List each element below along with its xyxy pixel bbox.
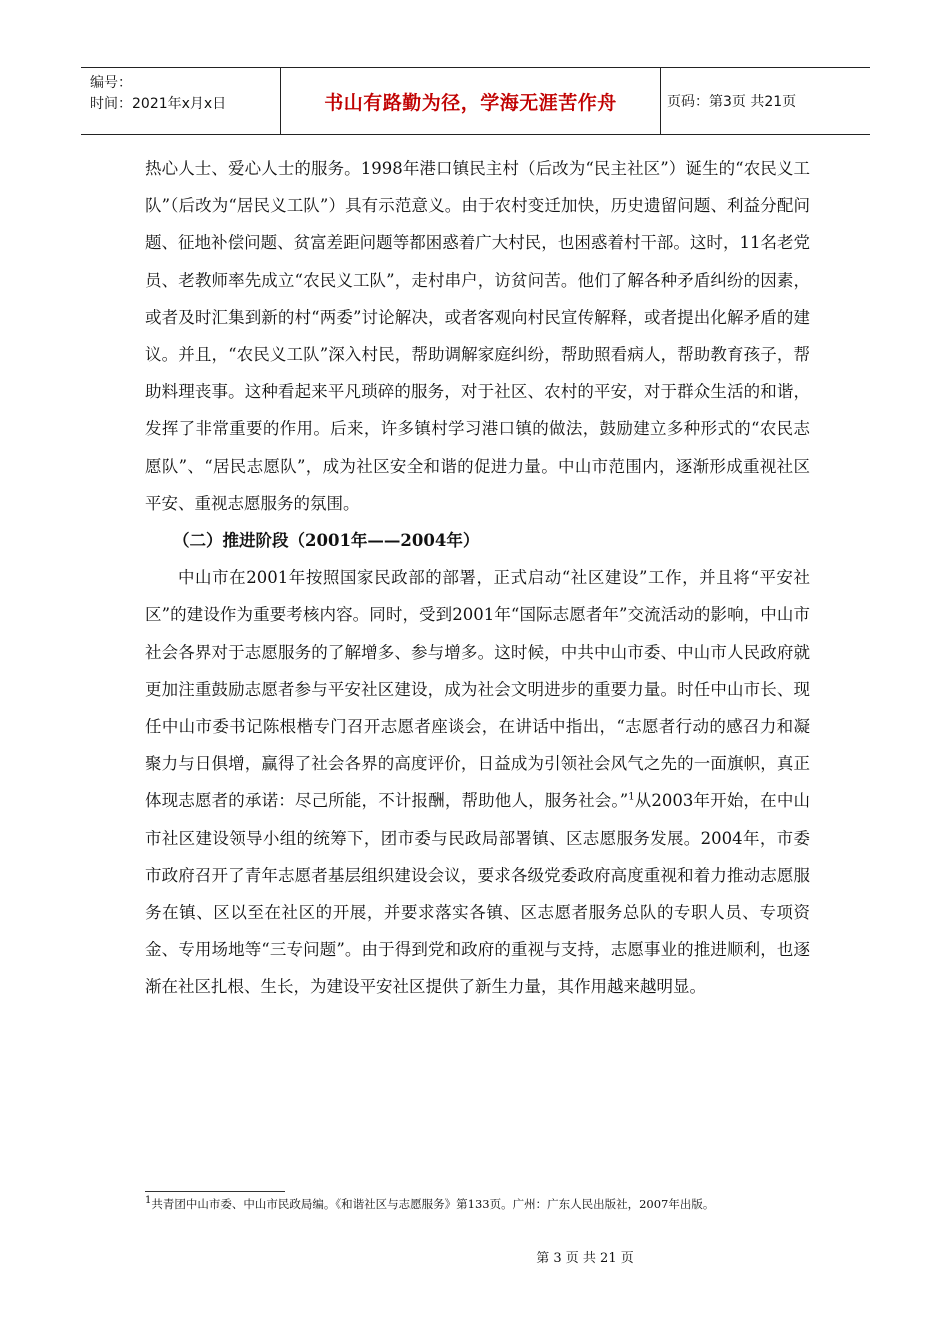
header-page-info	[661, 68, 870, 134]
paragraph-1: 热心人士、爱心人士的服务。1998年港口镇民主村（后改为“民主社区”）诞生的“农民义工队”（后改为“居民义工队”）具有示范意义。由于农村变迁加快，历史遗留问题、利益分配问题、征地补偿问题、贫富差距问题等都困惑着广大村民，也困惑着村干部。这时，11名老党员、老教师率先成立“农民义工队”，走村串户，访贫问苦。他们了解各种矛盾纠纷的因素，或者及时汇集到新的村“两委”讨论解决，或者客观向村民宣传解释，或者提出化解矛盾的建议。并且，“农民义工队”深入村民，帮助调解家庭纠纷，帮助照看病人，帮助教育孩子，帮助料理丧事。这种看起来平凡琐碎的服务，对于社区、农村的平安，对于群众生活的和谐，发挥了非常重要的作用。后来，许多镇村学习港口镇的做法，鼓励建立多种形式的“农民志愿队”、“居民志愿队”，成为社区安全和谐的促进力量。中山市范围内，逐渐形成重视社区平安、重视志愿服务的氛围。	[145, 159, 810, 513]
paragraph-2	[145, 559, 810, 1005]
footnote-text: 共青团中山市委、中山市民政局编。《和谐社区与志愿服务》第133页。广州：广东人民出版社，2007年出版。	[151, 1197, 715, 1211]
page-footer	[0, 1247, 950, 1266]
header-page-info-text: 页码：第3页 共21页	[667, 94, 797, 110]
footnote-divider	[145, 1191, 285, 1192]
header-motto-cell	[281, 68, 661, 134]
section-heading: （二）推进阶段（2001年——2004年）	[173, 531, 480, 551]
header-number: 编号：	[90, 75, 132, 91]
header-motto: 书山有路勤为径，学海无涯苦作舟	[324, 91, 617, 114]
page-header	[81, 67, 870, 135]
document-body	[145, 150, 810, 1006]
header-date: 时间：2021年x月x日	[90, 96, 227, 112]
footnote-reference[interactable]: 1	[628, 791, 635, 803]
footer-page-number: 第 3 页 共 21 页	[536, 1251, 634, 1266]
footnote-mark: 1	[145, 1195, 152, 1207]
footnote	[145, 1196, 810, 1212]
header-meta	[81, 68, 281, 134]
paragraph-2-part-b: 从2003年开始，在中山市社区建设领导小组的统筹下，团市委与民政局部署镇、区志愿服务发展。2004年，市委市政府召开了青年志愿者基层组织建设会议，要求各级党委政府高度重视和着力推动志愿服务在镇、区以至在社区的开展，并要求落实各镇、区志愿者服务总队的专职人员、专项资金、专用场地等“三专问题”。由于得到党和政府的重视与支持，志愿事业的推进顺利，也逐渐在社区扎根、生长，为建设平安社区提供了新生力量，其作用越来越明显。	[145, 791, 810, 997]
paragraph-2-part-a: 中山市在2001年按照国家民政部的部署，正式启动“社区建设”工作，并且将“平安社区”的建设作为重要考核内容。同时，受到2001年“国际志愿者年”交流活动的影响，中山市社会各界对于志愿服务的了解增多、参与增多。这时候，中共中山市委、中山市人民政府就更加注重鼓励志愿者参与平安社区建设，成为社会文明进步的重要力量。时任中山市长、现任中山市委书记陈根楷专门召开志愿者座谈会，在讲话中指出，“志愿者行动的感召力和凝聚力与日俱增，赢得了社会各界的高度评价，日益成为引领社会风气之先的一面旗帜，真正体现志愿者的承诺：尽己所能，不计报酬，帮助他人，服务社会。”	[145, 568, 810, 811]
